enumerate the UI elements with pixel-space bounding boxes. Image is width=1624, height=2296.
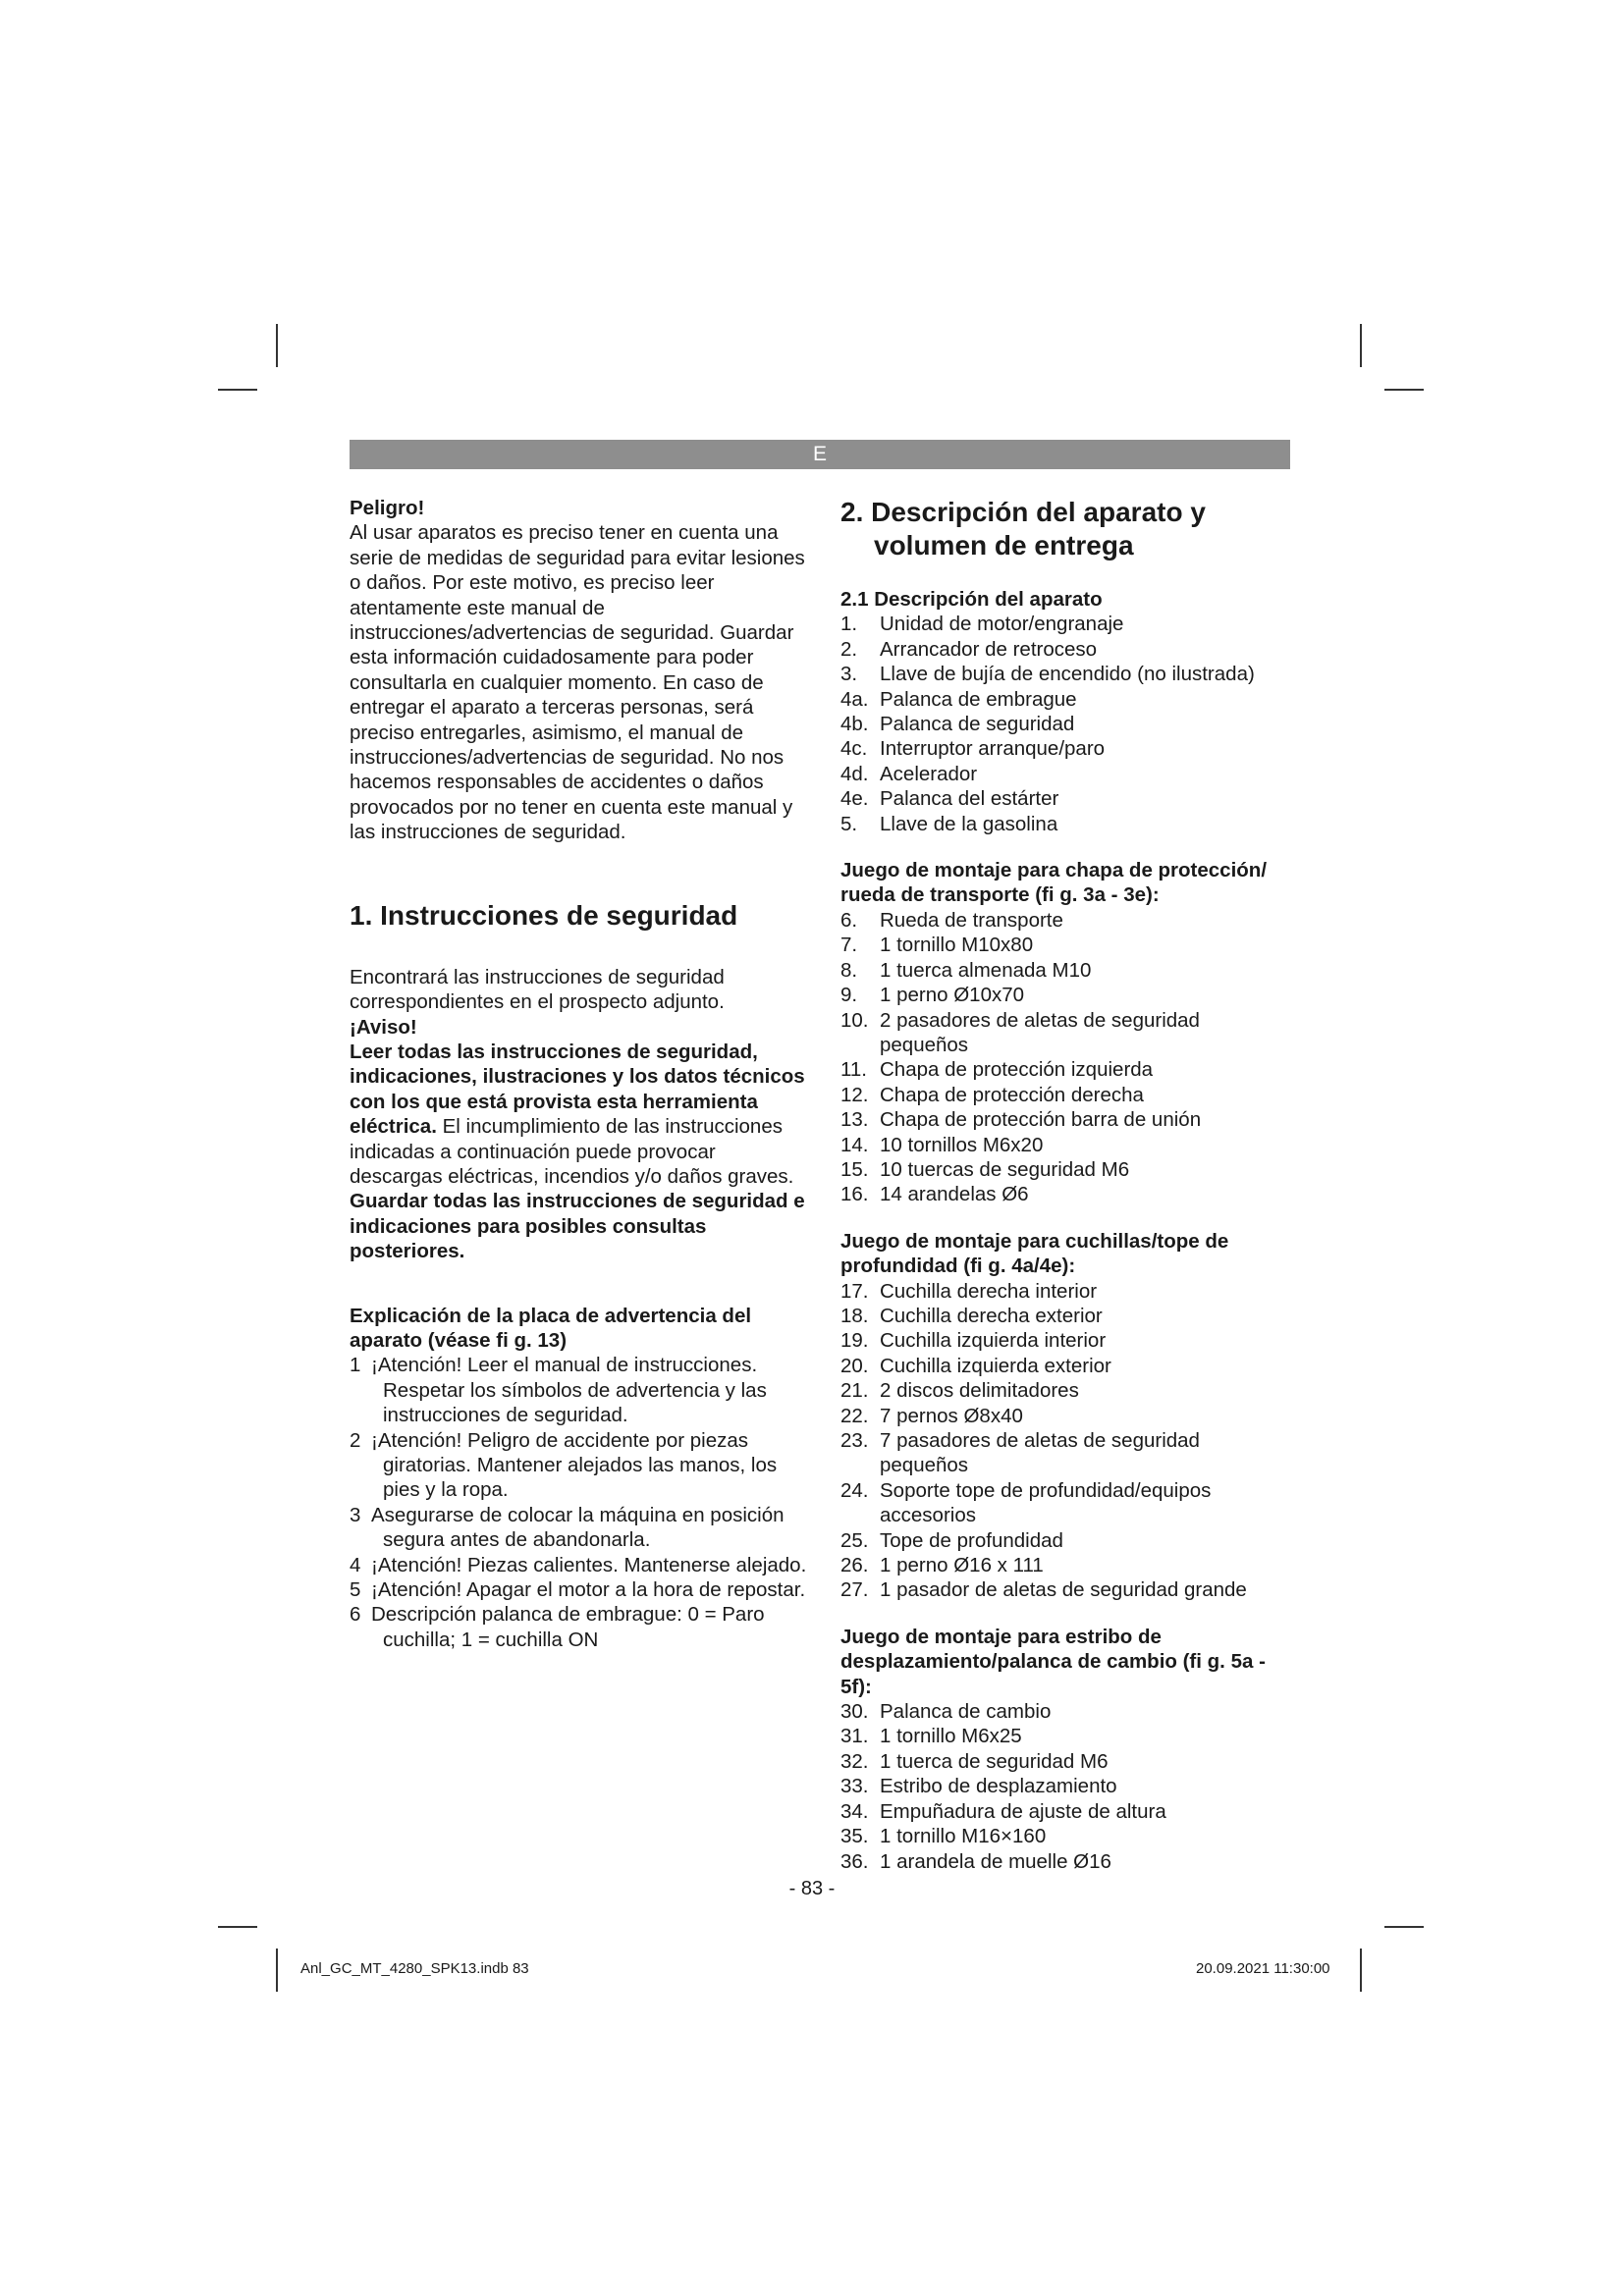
language-code: E [812,443,827,465]
item-text: 1 tornillo M6x25 [880,1725,1022,1748]
crop-mark [276,324,278,367]
item-text: Rueda de transporte [880,908,1063,932]
list-item [840,1824,1292,1848]
item-number: 8. [840,958,858,982]
list-item [840,812,1292,836]
item-text: 7 pasadores de aletas de seguridad pequeños [880,1429,1200,1477]
list-item [840,712,1292,736]
section2-title: 2. Descripción del aparato y volumen de entrega [840,497,1206,561]
list-item [840,1699,1292,1724]
item-number: 4c. [840,737,868,761]
item-number: 1. [840,613,858,636]
warning-plate-list [350,1353,807,1652]
item-number: 35. [840,1825,869,1848]
item-text: 7 pernos Ø8x40 [880,1404,1023,1427]
item-number: 31. [840,1725,869,1748]
item-number: 2. [840,637,858,661]
item-number: 4e. [840,787,869,811]
item-text: 1 perno Ø10x70 [880,984,1025,1007]
item-text: ¡Atención! Peligro de accidente por piezas giratorias. Mantener alejados las manos, los pies y la ropa. [371,1428,778,1502]
parts-list [840,1279,1292,1603]
item-text: Llave de bujía de encendido (no ilustrada) [880,663,1255,686]
item-text: 1 tornillo M10x80 [880,934,1034,957]
item-text: 2 pasadores de aletas de seguridad pequeños [880,1008,1200,1056]
right-column [840,496,1292,1874]
danger-text: Al usar aparatos es preciso tener en cuenta una serie de medidas de seguridad para evitar lesiones o daños. Por este motivo, es preciso leer atentamente este manual de instrucciones/advertencias de seguridad. Guardar esta información cuidadosamente para poder consultarla en cualquier momento. En caso de entregar el aparato a terceras personas, será preciso entregarles, asimismo, el manual de instrucciones/advertencias de seguridad. No nos hacemos responsables de accidentes o daños provocados por no tener en cuenta este manual y las instrucciones de seguridad. [350,521,805,844]
item-number: 12. [840,1083,869,1106]
crop-mark [218,1926,257,1928]
item-text: Soporte tope de profundidad/equipos accesorios [880,1478,1212,1527]
list-item [840,1428,1292,1478]
list-item [840,1799,1292,1824]
item-text: 2 discos delimitadores [880,1379,1079,1403]
list-item [840,1553,1292,1577]
item-number: 16. [840,1183,869,1206]
list-item [840,1378,1292,1403]
list-item [350,1577,807,1602]
item-number: 24. [840,1478,869,1502]
item-number: 2 [350,1428,361,1452]
list-item [840,908,1292,933]
list-item [840,637,1292,662]
item-number: 5. [840,812,858,835]
item-number: 11. [840,1058,867,1082]
list-item [350,1503,807,1553]
list-item [840,1328,1292,1353]
crop-mark [218,389,257,391]
item-number: 10. [840,1008,869,1032]
item-text: Unidad de motor/engranaje [880,613,1124,636]
item-text: Tope de profundidad [880,1528,1063,1552]
item-text: Interruptor arranque/paro [880,737,1106,761]
list-item [840,786,1292,811]
item-number: 26. [840,1554,869,1577]
item-text: Empuñadura de ajuste de altura [880,1799,1166,1823]
aviso-title: ¡Aviso! [350,1015,417,1039]
item-text: Llave de la gasolina [880,812,1058,835]
list-item [840,762,1292,786]
crop-mark [1384,1926,1424,1928]
item-text: ¡Atención! Piezas calientes. Mantenerse alejado. [371,1553,807,1576]
list-item [840,736,1292,761]
item-text: 14 arandelas Ø6 [880,1183,1029,1206]
item-number: 13. [840,1108,869,1132]
language-header-bar [350,440,1290,469]
list-item [840,1133,1292,1157]
aviso-keep-text: Guardar todas las instrucciones de seguridad e indicaciones para posibles consultas posteriores. [350,1190,805,1263]
list-item [840,1008,1292,1058]
list-item [840,1849,1292,1874]
item-number: 33. [840,1775,869,1798]
list-item [840,1577,1292,1602]
item-text: 10 tuercas de seguridad M6 [880,1157,1130,1181]
item-text: Estribo de desplazamiento [880,1775,1117,1798]
item-text: Arrancador de retroceso [880,637,1098,661]
item-text: Chapa de protección barra de unión [880,1108,1202,1132]
item-number: 21. [840,1379,869,1403]
item-text: 1 tornillo M16×160 [880,1825,1047,1848]
kit-title: Juego de montaje para cuchillas/tope de profundidad (fi g. 4a/4e): [840,1229,1229,1278]
item-number: 30. [840,1700,869,1724]
item-text: Palanca del estárter [880,787,1059,811]
crop-mark [1384,389,1424,391]
list-item [840,1724,1292,1748]
list-item [840,1182,1292,1206]
aviso-normal-text: El incumplimiento de las instrucciones indicadas a continuación puede provocar descargas eléctricas, incendios y/o daños graves. [350,1115,794,1188]
kit-title: Juego de montaje para estribo de desplazamiento/palanca de cambio (fi g. 5a - 5f): [840,1625,1266,1698]
item-number: 23. [840,1429,869,1452]
item-text: Acelerador [880,762,978,785]
crop-mark [276,1949,278,1992]
list-item [840,1749,1292,1774]
subsection-title: 2.1 Descripción del aparato [840,588,1103,611]
list-item [840,1774,1292,1798]
parts-list [840,1699,1292,1874]
list-item [350,1602,807,1652]
item-text: Descripción palanca de embrague: 0 = Paro cuchilla; 1 = cuchilla ON [371,1603,765,1651]
item-number: 4a. [840,687,869,711]
crop-mark [1360,1949,1362,1992]
crop-mark [1360,324,1362,367]
plate-title: Explicación de la placa de advertencia del aparato (véase fi g. 13) [350,1304,752,1352]
item-number: 4 [350,1553,361,1576]
list-item [840,1404,1292,1428]
item-text: Cuchilla izquierda interior [880,1329,1107,1353]
footer-date-time: 20.09.2021 11:30:00 [1196,1960,1330,1977]
item-number: 27. [840,1578,869,1602]
list-item [350,1553,807,1577]
list-item [840,983,1292,1007]
item-text: Chapa de protección derecha [880,1083,1144,1106]
item-text: Palanca de seguridad [880,713,1075,736]
parts-list [840,908,1292,1207]
item-number: 5 [350,1578,361,1602]
item-text: ¡Atención! Leer el manual de instrucciones. Respetar los símbolos de advertencia y las instrucciones de seguridad. [371,1354,767,1427]
list-item [840,687,1292,712]
footer-file-name: Anl_GC_MT_4280_SPK13.indb 83 [300,1960,529,1977]
item-number: 14. [840,1133,869,1156]
list-item [840,1107,1292,1132]
item-number: 19. [840,1329,869,1353]
page-number: - 83 - [788,1878,836,1899]
item-number: 15. [840,1157,869,1181]
item-number: 3. [840,663,858,686]
item-number: 4d. [840,762,869,785]
item-number: 32. [840,1749,869,1773]
item-number: 22. [840,1404,869,1427]
list-item [840,1304,1292,1328]
item-number: 9. [840,984,858,1007]
list-item [840,1354,1292,1378]
aviso-paragraph [350,1040,807,1189]
list-item [840,1083,1292,1107]
item-number: 36. [840,1849,869,1873]
item-number: 20. [840,1354,869,1377]
item-number: 1 [350,1354,361,1377]
list-item [840,612,1292,636]
item-text: 10 tornillos M6x20 [880,1133,1044,1156]
item-text: Palanca de embrague [880,687,1077,711]
item-text: 1 perno Ø16 x 111 [880,1554,1044,1577]
item-text: 1 tuerca almenada M10 [880,958,1092,982]
item-number: 7. [840,934,858,957]
parts-list [840,612,1292,836]
item-text: Cuchilla derecha exterior [880,1304,1103,1327]
list-item [840,1157,1292,1182]
item-number: 6. [840,908,858,932]
item-number: 17. [840,1279,869,1303]
item-number: 34. [840,1799,869,1823]
item-number: 6 [350,1603,361,1627]
section1-title: 1. Instrucciones de seguridad [350,899,738,931]
item-text: Chapa de protección izquierda [880,1058,1154,1082]
list-item [840,662,1292,686]
danger-title: Peligro! [350,497,425,519]
list-item [840,958,1292,983]
item-text: Cuchilla derecha interior [880,1279,1098,1303]
item-text: ¡Atención! Apagar el motor a la hora de repostar. [371,1578,806,1602]
list-item [350,1428,807,1503]
left-column [350,496,807,1652]
item-text: 1 tuerca de seguridad M6 [880,1749,1109,1773]
list-item [840,1528,1292,1553]
item-text: Cuchilla izquierda exterior [880,1354,1111,1377]
list-item [840,933,1292,957]
item-text: Palanca de cambio [880,1700,1052,1724]
aviso-bold-text: Leer todas las instrucciones de seguridad, indicaciones, ilustraciones y los datos técnicos con los que está provista esta herramienta eléctrica. [350,1040,805,1139]
item-number: 18. [840,1304,869,1327]
item-text: 1 pasador de aletas de seguridad grande [880,1578,1247,1602]
list-item [350,1353,807,1427]
list-item [840,1478,1292,1528]
item-number: 3 [350,1503,361,1526]
kit-title: Juego de montaje para chapa de protección/ rueda de transporte (fi g. 3a - 3e): [840,859,1268,907]
list-item [840,1279,1292,1304]
intro-text: Encontrará las instrucciones de seguridad correspondientes en el prospecto adjunto. [350,965,725,1014]
list-item [840,1057,1292,1082]
item-number: 25. [840,1528,869,1552]
item-text: Asegurarse de colocar la máquina en posición segura antes de abandonarla. [371,1503,785,1552]
item-text: 1 arandela de muelle Ø16 [880,1849,1111,1873]
item-number: 4b. [840,713,869,736]
